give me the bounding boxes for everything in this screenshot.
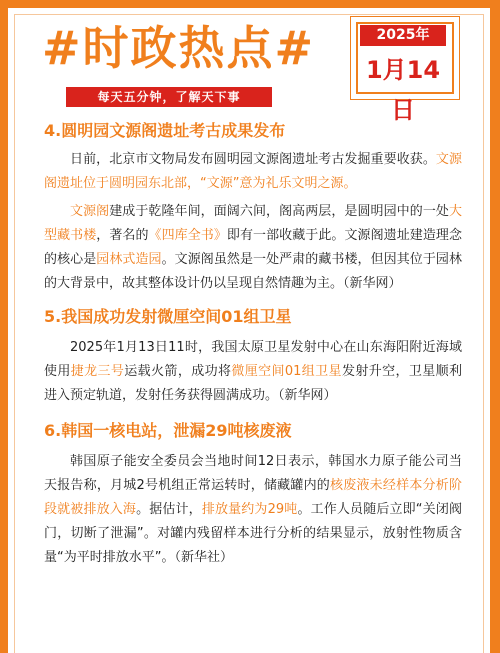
highlight-text: 捷龙三号 bbox=[70, 364, 125, 379]
section-title-satellite: 5.我国成功发射微厘空间01组卫星 bbox=[44, 307, 292, 326]
text-span: 建成于乾隆年间，面阔六间，阁高两层，是圆明园中的一处 bbox=[109, 204, 449, 219]
text-span: 。据估计， bbox=[136, 502, 202, 517]
page-title: #时政热点# bbox=[42, 21, 316, 75]
text-span: 日前，北京市文物局发布圆明园文源阁遗址考古发掘重要收获。 bbox=[70, 152, 436, 167]
text-span: 2025年1月13日11时，我国太原卫星发射中心在山东海阳附近海域使用 bbox=[44, 340, 462, 379]
date-year: 2025年 bbox=[360, 25, 446, 46]
section-paragraph bbox=[44, 336, 462, 408]
section-title-nuclear-leak: 6.韩国一核电站，泄漏29吨核废液 bbox=[44, 421, 292, 440]
header bbox=[22, 16, 482, 124]
highlight-text: 《四库全书》 bbox=[148, 228, 227, 243]
news-content bbox=[44, 112, 462, 570]
text-span: 运载火箭，成功将 bbox=[124, 364, 232, 379]
section-paragraph bbox=[44, 148, 462, 196]
highlight-text: 文源阁 bbox=[70, 204, 110, 219]
highlight-text: 园林式造园 bbox=[96, 252, 162, 267]
text-span: ，著名的 bbox=[96, 228, 149, 243]
date-day: 1月14日 bbox=[365, 56, 441, 124]
highlight-text: 核废液未经样本分析阶段就被排放入海 bbox=[44, 478, 462, 517]
text-span: 发射升空，卫星顺利进入预定轨道，发射任务获得圆满成功。（新华网） bbox=[44, 364, 462, 403]
highlight-text: 排放量约为29吨 bbox=[201, 502, 298, 517]
section-paragraph bbox=[44, 200, 462, 296]
frame-top-border bbox=[0, 0, 500, 8]
section-paragraph bbox=[44, 450, 462, 570]
highlight-text: 大型藏书楼 bbox=[44, 204, 462, 243]
date-badge bbox=[350, 16, 460, 124]
text-span: 即有一部收藏于此。文源阁遗址建造理念的核心是 bbox=[44, 228, 462, 267]
subtitle-banner: 每天五分钟，了解天下事 bbox=[66, 87, 272, 107]
highlight-text: 微厘空间01组卫星 bbox=[231, 364, 342, 379]
text-span: 。文源阁虽然是一处严肃的藏书楼，但因其位于园林的大背景中，故其整体设计仍以呈现自然情趣为主。（新华网） bbox=[44, 252, 462, 291]
frame-left-border bbox=[0, 0, 8, 653]
text-span: 。工作人员随后立即“关闭阀门，切断了泄漏”。对罐内残留样本进行分析的结果显示，放射性物质含量“为平时排放水平”。（新华社） bbox=[44, 502, 462, 565]
frame-right-border bbox=[490, 0, 500, 653]
highlight-text: 文源阁遗址位于圆明园东北部，“文源”意为礼乐文明之源。 bbox=[44, 152, 462, 191]
section-title-wenyuange: 4.圆明园文源阁遗址考古成果发布 bbox=[44, 121, 286, 140]
text-span: 韩国原子能安全委员会当地时间12日表示，韩国水力原子能公司当天报告称，月城2号机组正常运转时，储藏罐内的 bbox=[44, 454, 462, 493]
